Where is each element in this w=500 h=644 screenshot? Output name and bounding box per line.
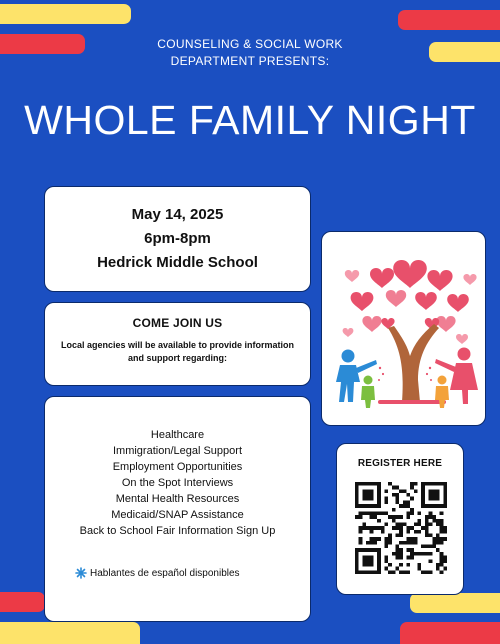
department-heading — [0, 36, 500, 70]
asterisk-burst-icon — [75, 567, 87, 579]
family-illustration-card — [321, 231, 486, 426]
department-line-1: COUNSELING & SOCIAL WORK — [157, 37, 343, 51]
register-label: REGISTER HERE — [357, 458, 443, 469]
spanish-speakers-note — [75, 567, 240, 579]
family-heart-tree-illustration — [322, 232, 486, 426]
decor-bar-red-bottom-right — [400, 622, 500, 644]
event-details-card — [44, 186, 311, 292]
decor-bar-red-bottom-left — [0, 592, 45, 612]
service-item: Medicaid/SNAP Assistance — [111, 509, 244, 521]
register-card[interactable] — [336, 443, 464, 595]
event-title: WHOLE FAMILY NIGHT — [24, 97, 476, 143]
services-card — [44, 396, 311, 622]
decor-bar-yellow-bottom-left — [0, 622, 140, 644]
join-heading: COME JOIN US — [132, 316, 223, 330]
decor-bar-yellow-top-left — [0, 4, 131, 24]
department-line-2: DEPARTMENT PRESENTS: — [170, 54, 330, 68]
service-item: On the Spot Interviews — [121, 477, 234, 489]
event-location: Hedrick Middle School — [97, 254, 258, 271]
service-item: Mental Health Resources — [115, 493, 240, 505]
qr-code-icon[interactable] — [355, 482, 447, 574]
service-item: Employment Opportunities — [112, 461, 243, 473]
service-item: Immigration/Legal Support — [112, 445, 242, 457]
decor-bar-yellow-bottom-right — [410, 593, 500, 613]
event-date: May 14, 2025 — [131, 206, 224, 223]
decor-bar-red-top-right — [398, 10, 500, 30]
event-time: 6pm-8pm — [144, 230, 211, 247]
join-card — [44, 302, 311, 386]
service-item: Healthcare — [150, 429, 205, 441]
services-list — [45, 427, 310, 539]
spanish-note-text: Hablantes de español disponibles — [90, 567, 240, 579]
join-description: Local agencies will be available to provide information and support regarding: — [60, 340, 295, 363]
service-item: Back to School Fair Information Sign Up — [79, 525, 276, 537]
